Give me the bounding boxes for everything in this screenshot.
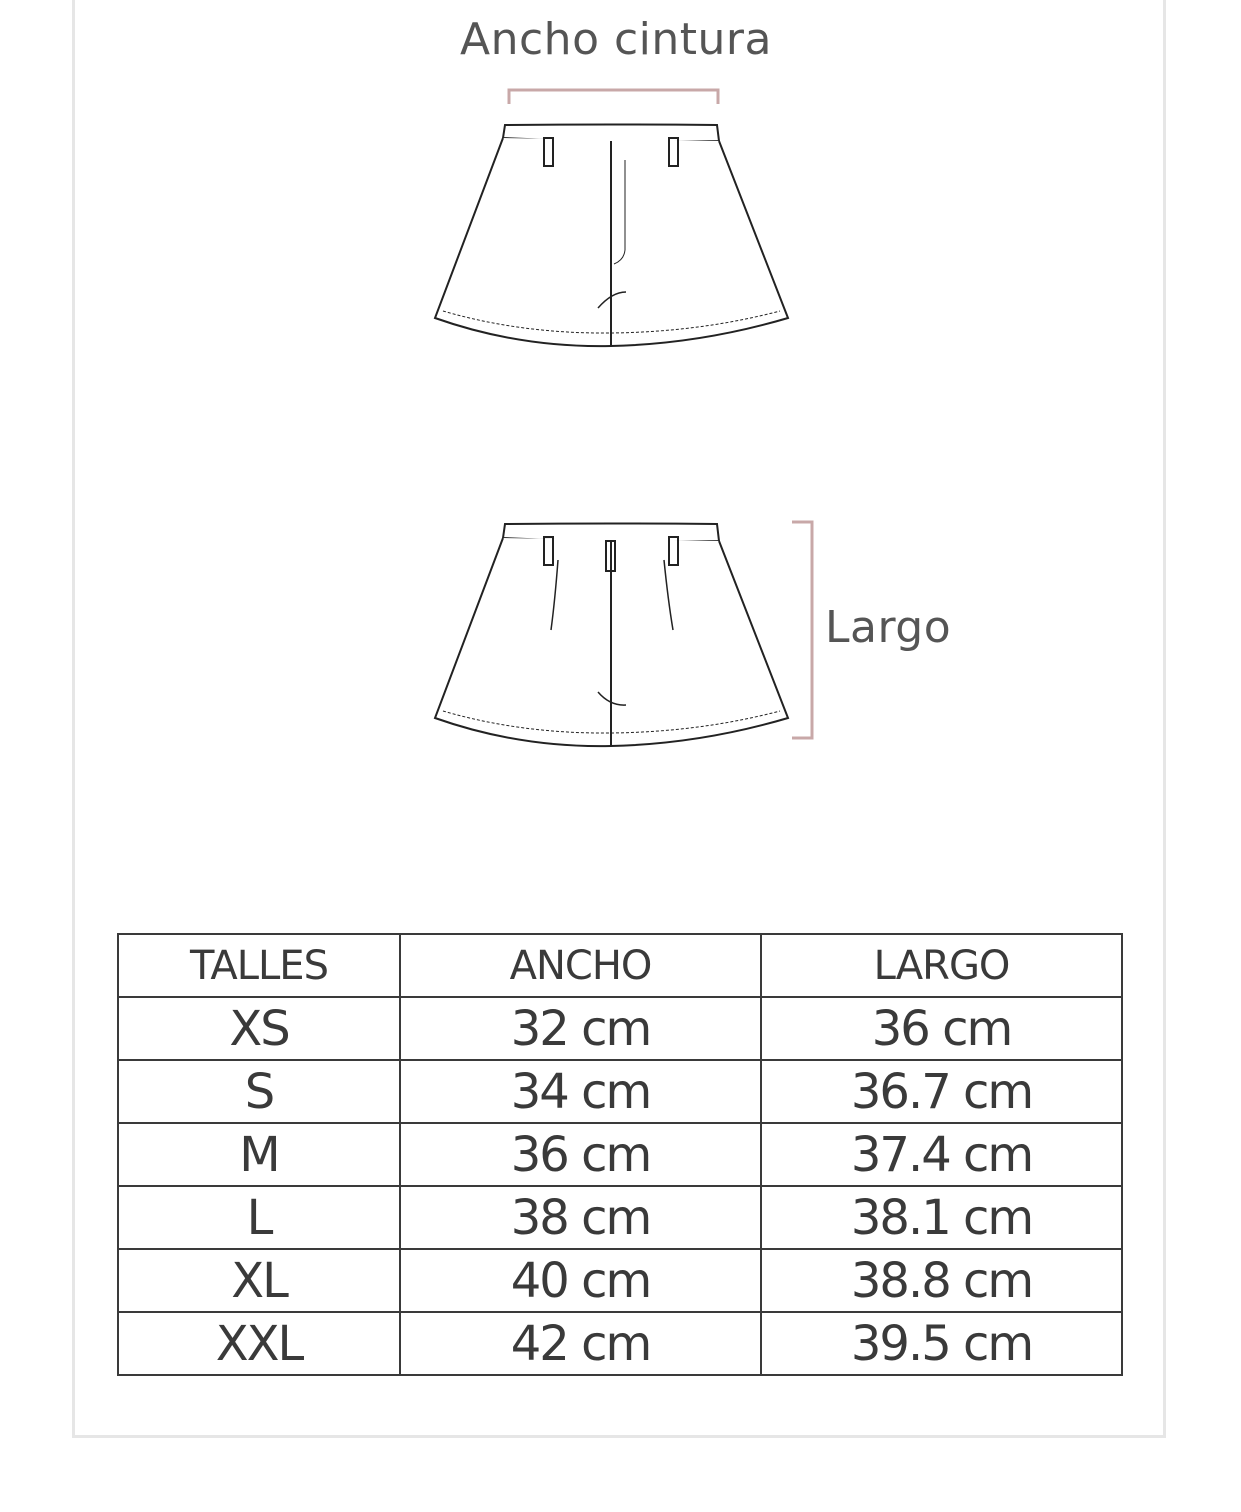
waist-width-label: Ancho cintura: [460, 14, 772, 65]
length-cell: 37.4 cm: [761, 1123, 1122, 1186]
width-cell: 38 cm: [400, 1186, 761, 1249]
size-cell: XL: [118, 1249, 400, 1312]
length-cell: 38.8 cm: [761, 1249, 1122, 1312]
table-row: [118, 1312, 1122, 1375]
length-cell: 38.1 cm: [761, 1186, 1122, 1249]
size-cell: XS: [118, 997, 400, 1060]
length-label: Largo: [825, 602, 952, 653]
size-table: [117, 933, 1123, 1376]
table-row: [118, 1249, 1122, 1312]
size-cell: S: [118, 1060, 400, 1123]
table-row: [118, 1060, 1122, 1123]
length-cell: 36.7 cm: [761, 1060, 1122, 1123]
length-cell: 39.5 cm: [761, 1312, 1122, 1375]
width-cell: 40 cm: [400, 1249, 761, 1312]
table-header-row: [118, 934, 1122, 997]
size-cell: XXL: [118, 1312, 400, 1375]
table-row: [118, 1123, 1122, 1186]
header-length: LARGO: [761, 934, 1122, 997]
length-cell: 36 cm: [761, 997, 1122, 1060]
size-cell: L: [118, 1186, 400, 1249]
size-cell: M: [118, 1123, 400, 1186]
width-cell: 42 cm: [400, 1312, 761, 1375]
header-sizes: TALLES: [118, 934, 400, 997]
waist-measure-bracket: [509, 90, 718, 104]
width-cell: 34 cm: [400, 1060, 761, 1123]
header-width: ANCHO: [400, 934, 761, 997]
shorts-back-drawing: [435, 524, 788, 747]
table-row: [118, 997, 1122, 1060]
table-row: [118, 1186, 1122, 1249]
length-measure-bracket: [792, 522, 812, 738]
width-cell: 32 cm: [400, 997, 761, 1060]
shorts-front-drawing: [435, 125, 788, 347]
width-cell: 36 cm: [400, 1123, 761, 1186]
